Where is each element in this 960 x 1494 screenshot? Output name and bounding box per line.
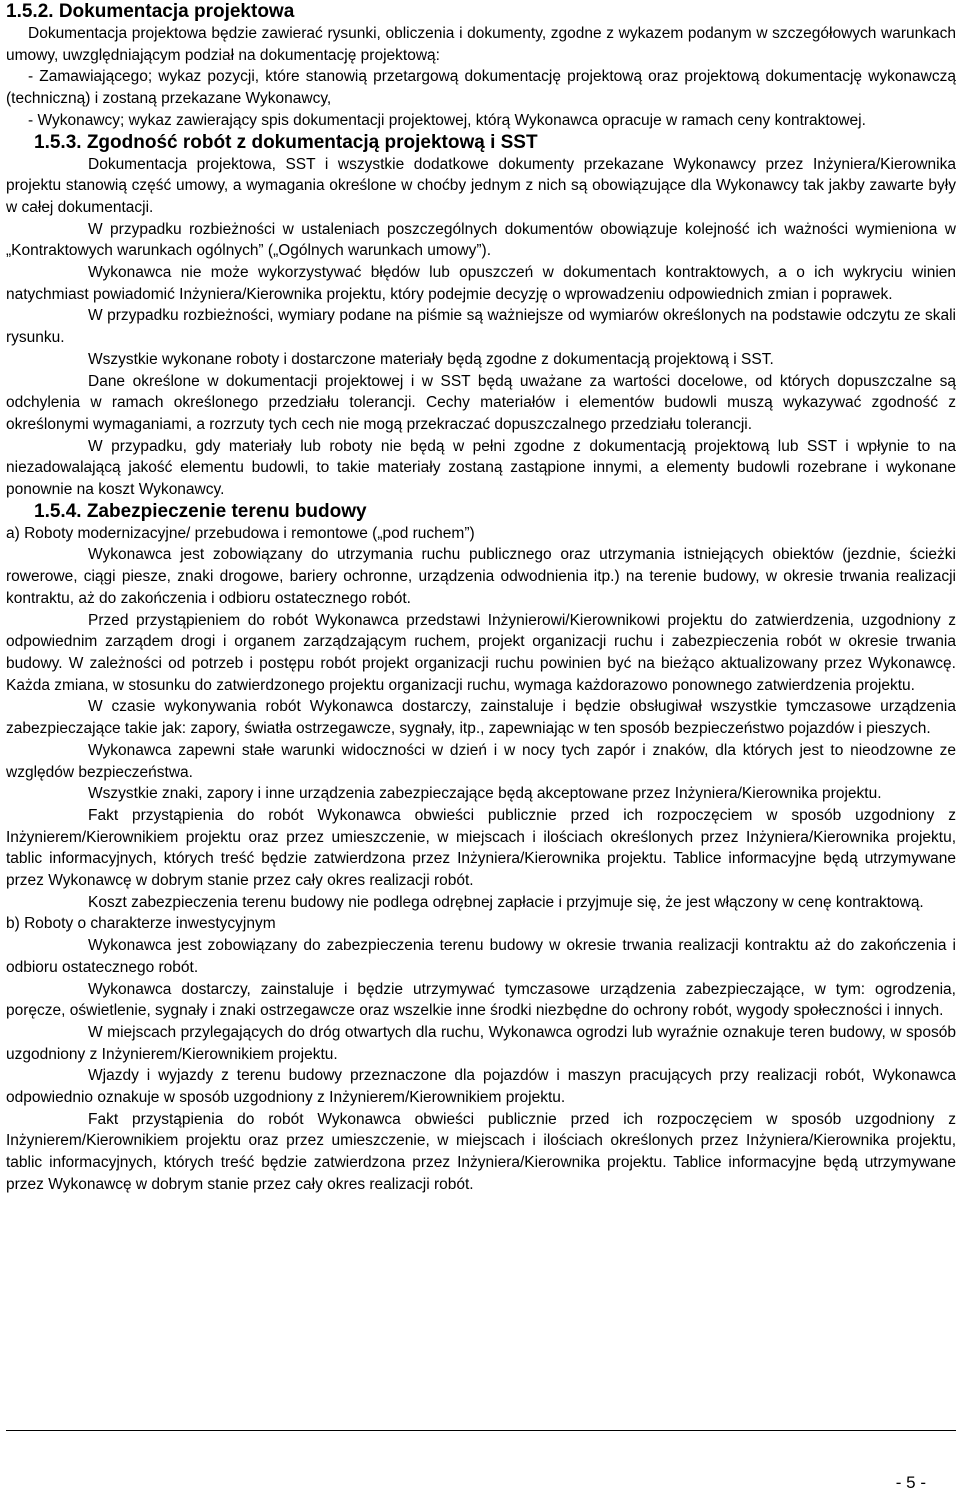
paragraph: Wykonawca dostarczy, zainstaluje i będzie utrzymywać tymczasowe urządzenia zabezpieczające, w tym: ogrodzenia, poręcze, oświetlenie, sygnały i znaki ostrzegawcze oraz wszelkie inne środki niezbędne do ochrony robót, wygody społeczności i innych. [6,980,956,1020]
subsection-label-b: b) Roboty o charakterze inwestycyjnym [6,915,276,933]
paragraph: Dane określone w dokumentacji projektowej i w SST będą uważane za wartości docelowe, od których dopuszczalne są odchylenia w ramach określonego przedziału tolerancji. Cechy materiałów i elementów budowli muszą wykazywać zgodność z określonymi wymaganiami, a rozrzuty tych cech nie mogą przekraczać dopuszczalnego przedziału tolerancji. [6,372,956,433]
paragraph: Dokumentacja projektowa, SST i wszystkie dodatkowe dokumenty przekazane Wykonawcy przez Inżyniera/Kierownika projektu stanowią część umowy, a wymagania określone w choćby jednym z nich są obowiązujące dla Wykonawcy tak jakby zawarte były w całej dokumentacji. [6,155,956,216]
list-item: - Wykonawcy; wykaz zawierający spis dokumentacji projektowej, którą Wykonawca opracuje w ramach ceny kontraktowej. [28,111,866,129]
paragraph: Dokumentacja projektowa będzie zawierać rysunki, obliczenia i dokumenty, zgodne z wykazem podanym w szczegółowych warunkach umowy, uwzględniającym podział na dokumentację projektową: [6,25,956,64]
section-heading-1-5-3: 1.5.3. Zgodność robót z dokumentacją projektową i SST [34,131,538,153]
section-heading-1-5-4: 1.5.4. Zabezpieczenie terenu budowy [34,500,367,522]
paragraph: Wykonawca jest zobowiązany do utrzymania ruchu publicznego oraz utrzymania istniejących obiektów (jezdnie, ścieżki rowerowe, ciągi piesze, znaki drogowe, bariery ochronne, urządzenia odwodnienia itp.) na terenie budowy, w okresie trwania realizacji kontraktu, aż do zakończenia i odbioru ostatecznego robót. [6,546,956,607]
paragraph: Koszt zabezpieczenia terenu budowy nie podlega odrębnej zapłacie i przyjmuje się, że jest włączony w cenę kontraktową. [88,893,924,911]
list-item: - Zamawiającego; wykaz pozycji, które stanowią przetargową dokumentację projektową oraz projektową dokumentację wykonawczą (techniczną) i zostaną przekazane Wykonawcy, [6,68,956,108]
subsection-label-a: a) Roboty modernizacyjne/ przebudowa i remontowe („pod ruchem”) [6,524,475,542]
paragraph: Przed przystąpieniem do robót Wykonawca przedstawi Inżynierowi/Kierownikowi projektu do zatwierdzenia, uzgodniony z odpowiednim zarządem drogi i organem zarządzającym ruchem, projekt organizacji ruchu i zabezpieczenia robót w okresie trwania budowy. W zależności od potrzeb i postępu robót projekt organizacji ruchu powinien być na bieżąco aktualizowany przez Wykonawcę. Każda zmiana, w stosunku do zatwierdzonego projektu organizacji ruchu, wymaga każdorazowo ponownego zatwierdzenia projektu. [6,611,956,694]
footer-divider [6,1430,956,1431]
paragraph: W miejscach przylegających do dróg otwartych dla ruchu, Wykonawca ogrodzi lub wyraźnie oznakuje teren budowy, w sposób uzgodniony z Inżynierem/Kierownikiem projektu. [6,1023,956,1063]
paragraph: Wjazdy i wyjazdy z terenu budowy przeznaczone dla pojazdów i maszyn pracujących przy realizacji robót, Wykonawca odpowiednio oznakuje w sposób uzgodniony z Inżynierem/Kierownikiem projektu. [6,1067,956,1107]
paragraph: Wykonawca zapewni stałe warunki widoczności w dzień i w nocy tych zapór i znaków, dla których jest to nieodzowne ze względów bezpieczeństwa. [6,741,956,781]
paragraph: W przypadku rozbieżności w ustaleniach poszczególnych dokumentów obowiązuje kolejność ich ważności wymieniona w „Kontraktowych warunkach ogólnych” („Ogólnych warunkach umowy”). [6,220,956,260]
paragraph: W przypadku, gdy materiały lub roboty nie będą w pełni zgodne z dokumentacją projektową lub SST i wpłynie to na niezadowalającą jakość elementu budowli, to takie materiały zostaną zastąpione innymi, a elementy budowli rozebrane i wykonane ponownie na koszt Wykonawcy. [6,437,956,499]
section-heading-1-5-2: 1.5.2. Dokumentacja projektowa [6,1,295,22]
paragraph: W przypadku rozbieżności, wymiary podane na piśmie są ważniejsze od wymiarów określonych na podstawie odczytu ze skali rysunku. [6,307,956,347]
document-page [6,0,956,1196]
paragraph: Wykonawca nie może wykorzystywać błędów lub opuszczeń w dokumentach kontraktowych, a o ich wykryciu winien natychmiast powiadomić Inżyniera/Kierownika projektu, który podejmie decyzję o wprowadzeniu odpowiednich zmian i poprawek. [6,264,956,303]
paragraph: Fakt przystąpienia do robót Wykonawca obwieści publicznie przed ich rozpoczęciem w sposób uzgodniony z Inżynierem/Kierownikiem projektu oraz przez umieszczenie, w miejscach i ilościach określonych przez Inżyniera/Kierownika projektu, tablic informacyjnych, których treść będzie zatwierdzona przez Inżyniera/Kierownika projektu. Tablice informacyjne będą utrzymywane przez Wykonawcę w dobrym stanie przez cały okres realizacji robót. [6,1110,956,1193]
paragraph: Wszystkie znaki, zapory i inne urządzenia zabezpieczające będą akceptowane przez Inżyniera/Kierownika projektu. [88,785,882,803]
page-number: - 5 - [895,1473,926,1492]
paragraph: Wykonawca jest zobowiązany do zabezpieczenia terenu budowy w okresie trwania realizacji kontraktu aż do zakończenia i odbioru ostatecznego robót. [6,937,956,976]
paragraph: Fakt przystąpienia do robót Wykonawca obwieści publicznie przed ich rozpoczęciem w sposób uzgodniony z Inżynierem/Kierownikiem projektu oraz przez umieszczenie, w miejscach i ilościach określonych przez Inżyniera/Kierownika projektu, tablic informacyjnych, których treść będzie zatwierdzona przez Inżyniera/Kierownika projektu. Tablice informacyjne będą utrzymywane przez Wykonawcę w dobrym stanie przez cały okres realizacji robót. [6,806,956,890]
paragraph: W czasie wykonywania robót Wykonawca dostarczy, zainstaluje i będzie obsługiwał wszystkie tymczasowe urządzenia zabezpieczające takie jak: zapory, światła ostrzegawcze, sygnały, itp., zapewniając w ten sposób bezpieczeństwo pojazdów i pieszych. [6,698,956,738]
paragraph: Wszystkie wykonane roboty i dostarczone materiały będą zgodne z dokumentacją projektową i SST. [88,350,774,368]
